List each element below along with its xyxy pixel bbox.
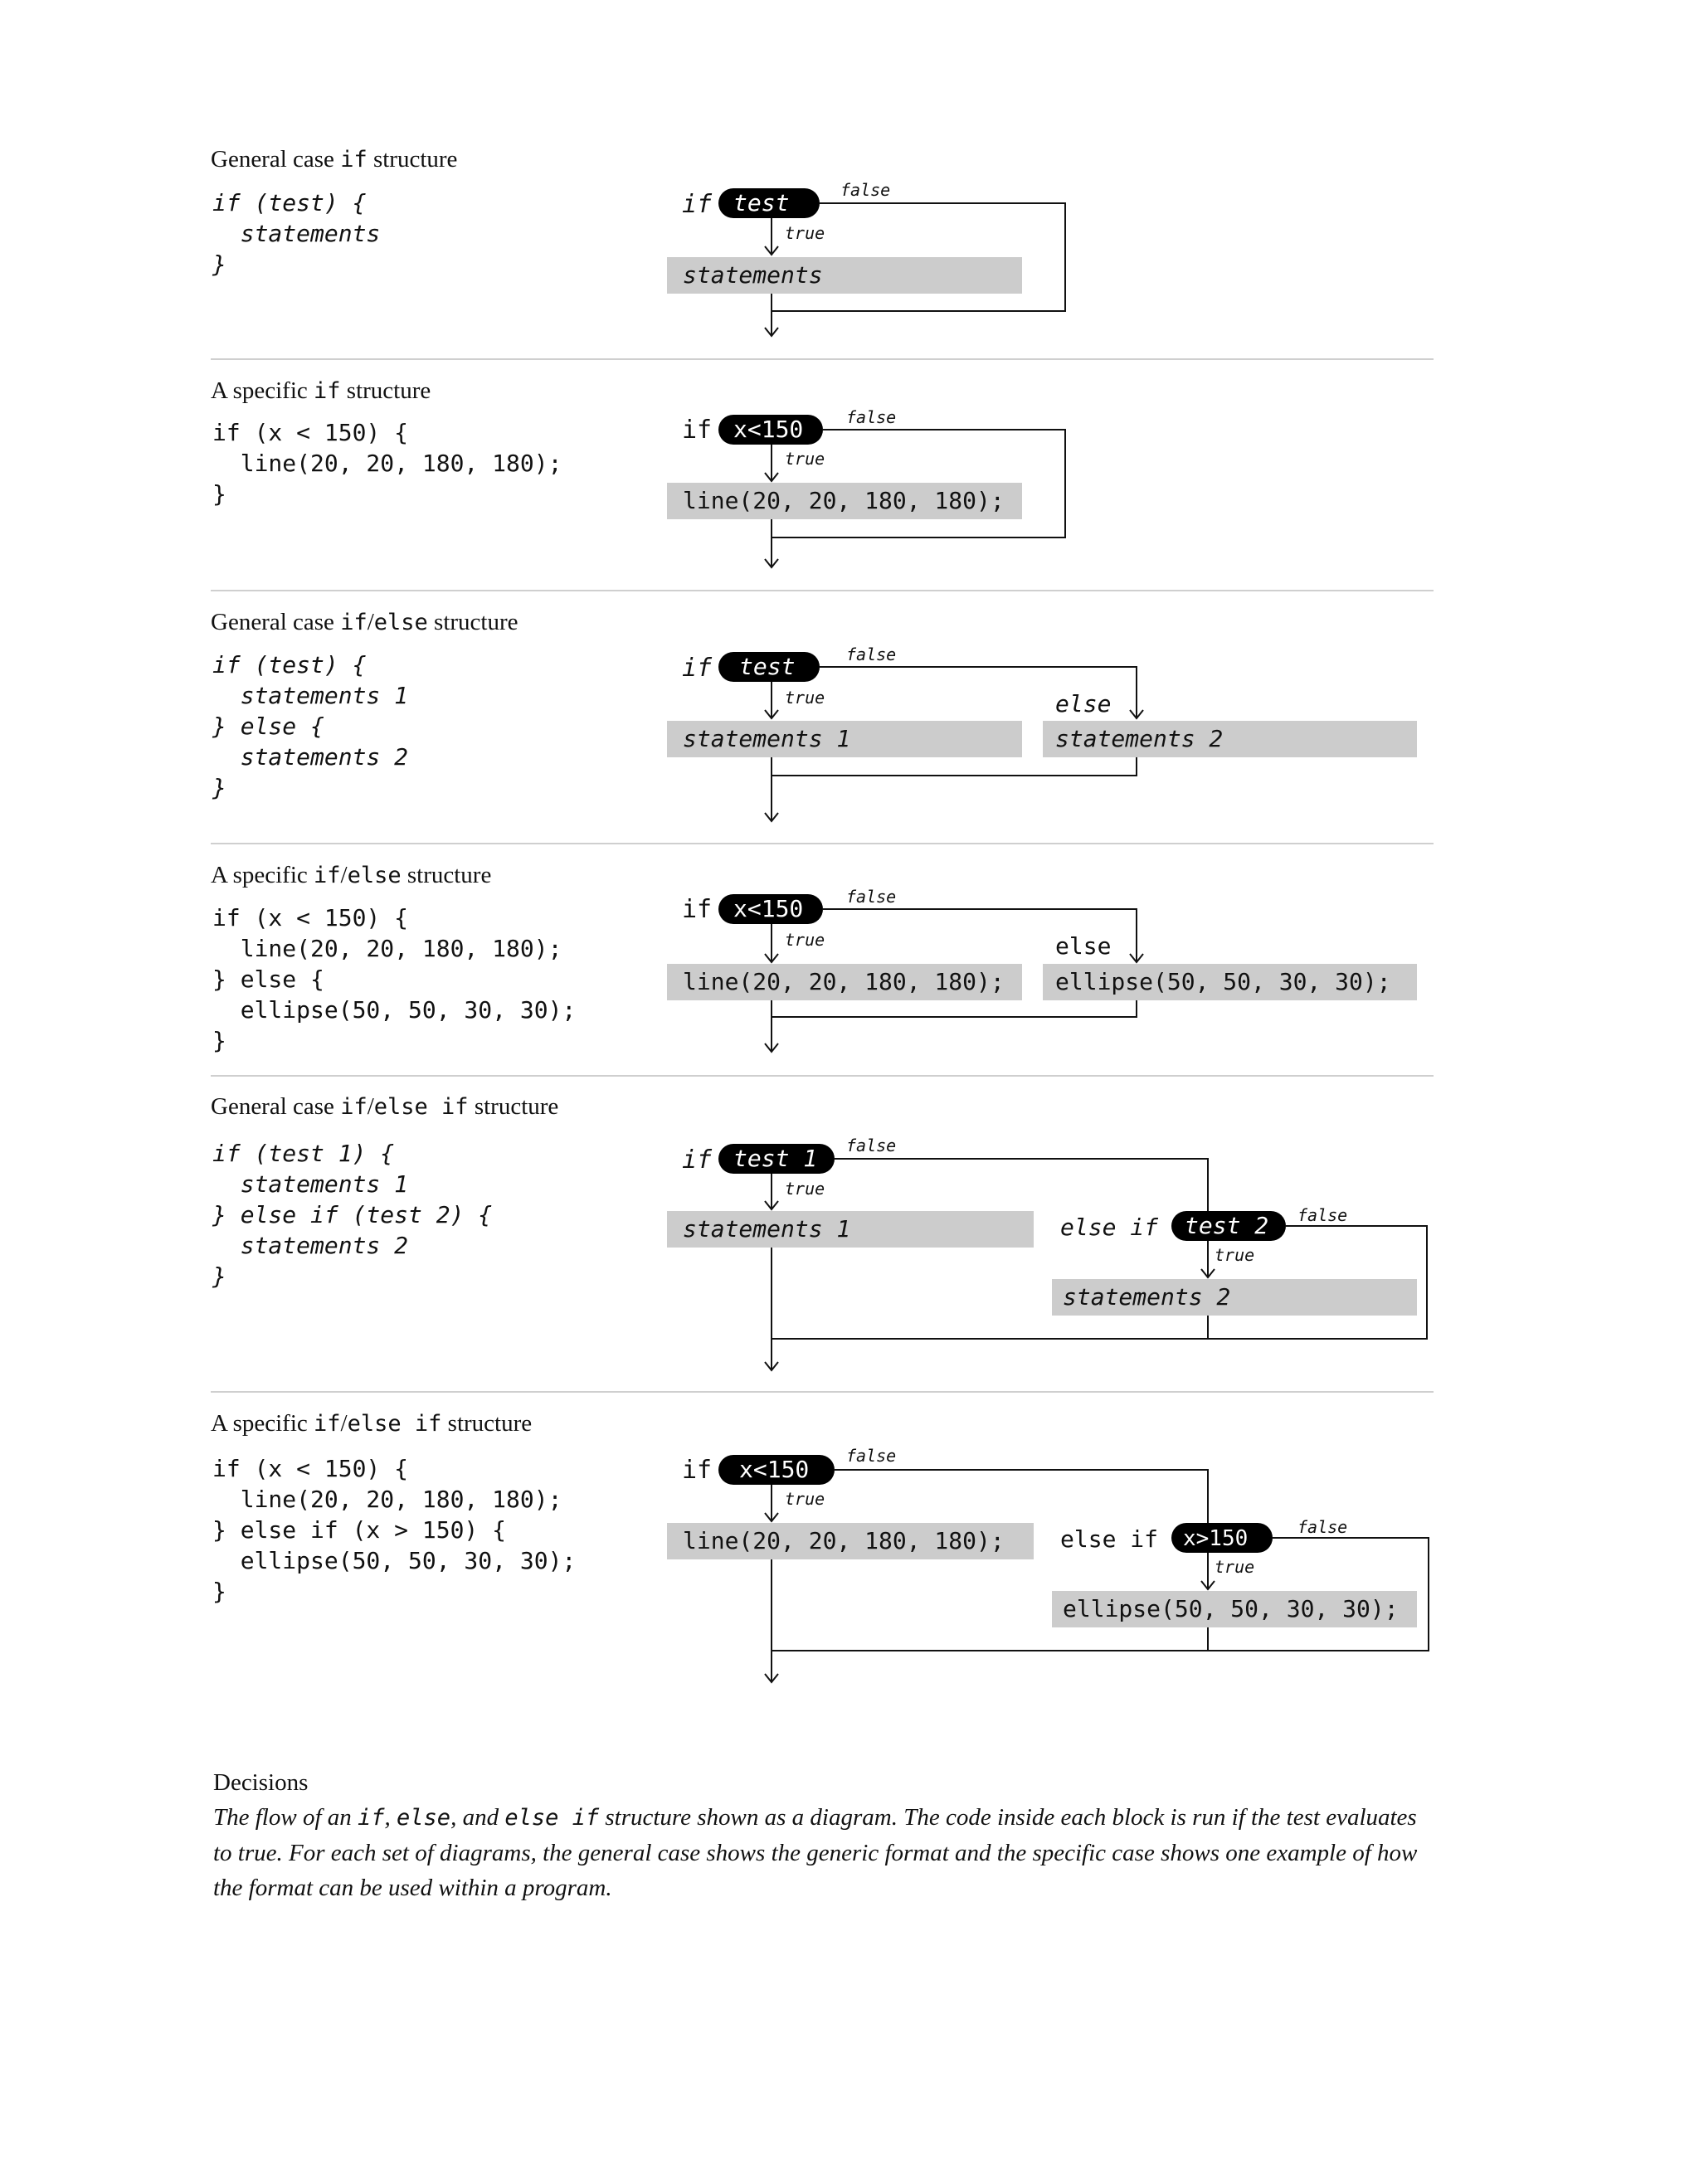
title-text: structure bbox=[340, 377, 431, 404]
false-label: false bbox=[846, 407, 897, 427]
false-2-label: false bbox=[1297, 1205, 1348, 1225]
if-keyword: if bbox=[682, 654, 713, 683]
false-label: false bbox=[840, 180, 891, 200]
code-block: if (x < 150) { line(20, 20, 180, 180); } else if (x > 150) { ellipse(50, 50, 30, 30); } bbox=[212, 1455, 577, 1605]
caption-text: , and bbox=[450, 1804, 505, 1831]
true-label: true bbox=[785, 449, 825, 469]
title-keyword: else bbox=[373, 610, 428, 635]
title-text: General case bbox=[211, 1093, 341, 1120]
else-if-keyword: else if bbox=[1060, 1525, 1159, 1553]
statements-2-text: statements 2 bbox=[1055, 725, 1224, 752]
code-block: if (test) { statements 1 } else { statements 2 } bbox=[212, 651, 409, 801]
caption-title: Decisions bbox=[213, 1769, 309, 1796]
code-block: if (x < 150) { line(20, 20, 180, 180); } else { ellipse(50, 50, 30, 30); } bbox=[212, 904, 577, 1054]
test-label: x<150 bbox=[733, 895, 804, 922]
title-keyword: if bbox=[340, 610, 368, 635]
caption-keyword: else if bbox=[504, 1805, 600, 1831]
true-label: true bbox=[785, 1179, 825, 1199]
statements-2-text: ellipse(50, 50, 30, 30); bbox=[1055, 968, 1391, 995]
caption-keyword: if bbox=[358, 1805, 385, 1831]
title-text: A specific bbox=[211, 377, 314, 404]
title-text: / bbox=[340, 1410, 348, 1437]
title-text: structure bbox=[427, 609, 518, 635]
test-label: test 1 bbox=[733, 1145, 818, 1172]
false-label: false bbox=[846, 1136, 897, 1155]
test-label: x<150 bbox=[739, 1456, 810, 1483]
title-text: General case bbox=[211, 146, 341, 173]
if-else-if-flow bbox=[667, 1446, 1429, 1682]
caption-keyword: else bbox=[397, 1805, 451, 1831]
title-keyword: if bbox=[314, 378, 341, 404]
if-keyword: if bbox=[682, 1456, 713, 1485]
title-keyword: if bbox=[427, 1094, 469, 1120]
true-label: true bbox=[785, 223, 825, 243]
title-text: A specific bbox=[211, 862, 314, 888]
false-label: false bbox=[846, 887, 897, 907]
statements-1-text: line(20, 20, 180, 180); bbox=[683, 1527, 1005, 1554]
title-keyword: if bbox=[314, 863, 341, 888]
test-label: x<150 bbox=[733, 416, 804, 443]
false-label: false bbox=[846, 644, 897, 664]
test-label: test bbox=[733, 189, 790, 216]
title-text: structure bbox=[468, 1093, 559, 1120]
false-2-label: false bbox=[1297, 1517, 1348, 1537]
if-keyword: if bbox=[682, 190, 713, 219]
else-keyword: else bbox=[1055, 690, 1112, 717]
statements-2-text: ellipse(50, 50, 30, 30); bbox=[1063, 1595, 1399, 1622]
statements-2-text: statements 2 bbox=[1063, 1283, 1231, 1311]
else-keyword: else bbox=[1055, 932, 1112, 960]
statements-1-text: statements 1 bbox=[683, 1215, 851, 1243]
title-keyword: if bbox=[401, 1411, 442, 1437]
test-label: test bbox=[739, 653, 796, 680]
statements-1-text: line(20, 20, 180, 180); bbox=[683, 968, 1005, 995]
title-text: structure bbox=[441, 1410, 533, 1437]
true-label: true bbox=[785, 688, 825, 708]
caption-text: , bbox=[384, 1804, 397, 1831]
true-2-label: true bbox=[1215, 1245, 1255, 1265]
code-block: if (test) { statements } bbox=[212, 189, 381, 278]
title-keyword: else bbox=[347, 863, 402, 888]
title-text: / bbox=[367, 609, 374, 635]
statements-text: statements bbox=[683, 261, 823, 289]
false-path bbox=[835, 1470, 1208, 1523]
else-if-keyword: else if bbox=[1060, 1214, 1159, 1241]
title-text: structure bbox=[401, 862, 492, 888]
true-label: true bbox=[785, 930, 825, 950]
title-text: / bbox=[340, 862, 348, 888]
code-block: if (test 1) { statements 1 } else if (test 2) { statements 2 } bbox=[212, 1140, 493, 1290]
test-2-label: test 2 bbox=[1185, 1212, 1269, 1239]
caption-text: The flow of an bbox=[213, 1804, 358, 1831]
title-text: A specific bbox=[211, 1410, 314, 1437]
statements-1-text: statements 1 bbox=[683, 725, 851, 752]
title-keyword: if bbox=[340, 1094, 368, 1120]
if-keyword: if bbox=[682, 1146, 713, 1175]
if-keyword: if bbox=[682, 895, 713, 924]
title-text: structure bbox=[367, 146, 458, 173]
title-keyword: if bbox=[314, 1411, 341, 1437]
false-label: false bbox=[846, 1446, 897, 1466]
true-2-label: true bbox=[1215, 1557, 1255, 1577]
test-2-label: x>150 bbox=[1183, 1526, 1249, 1551]
title-keyword: if bbox=[340, 147, 368, 173]
if-keyword: if bbox=[682, 416, 713, 445]
statements-text: line(20, 20, 180, 180); bbox=[683, 487, 1005, 514]
true-label: true bbox=[785, 1489, 825, 1509]
figure-caption bbox=[213, 1765, 1441, 1905]
title-keyword: else bbox=[347, 1411, 402, 1437]
caption-body bbox=[213, 1800, 1441, 1905]
title-text: General case bbox=[211, 609, 341, 635]
title-text: / bbox=[367, 1093, 374, 1120]
code-block: if (x < 150) { line(20, 20, 180, 180); } bbox=[212, 419, 562, 508]
caption-text: structure shown as a diagram. The code inside each block is run if the test evaluates to true. For each set of diagrams, the general case shows the generic format and the specific case shows one example of how the format can be used within a program. bbox=[213, 1804, 1418, 1901]
title-keyword: else bbox=[373, 1094, 428, 1120]
